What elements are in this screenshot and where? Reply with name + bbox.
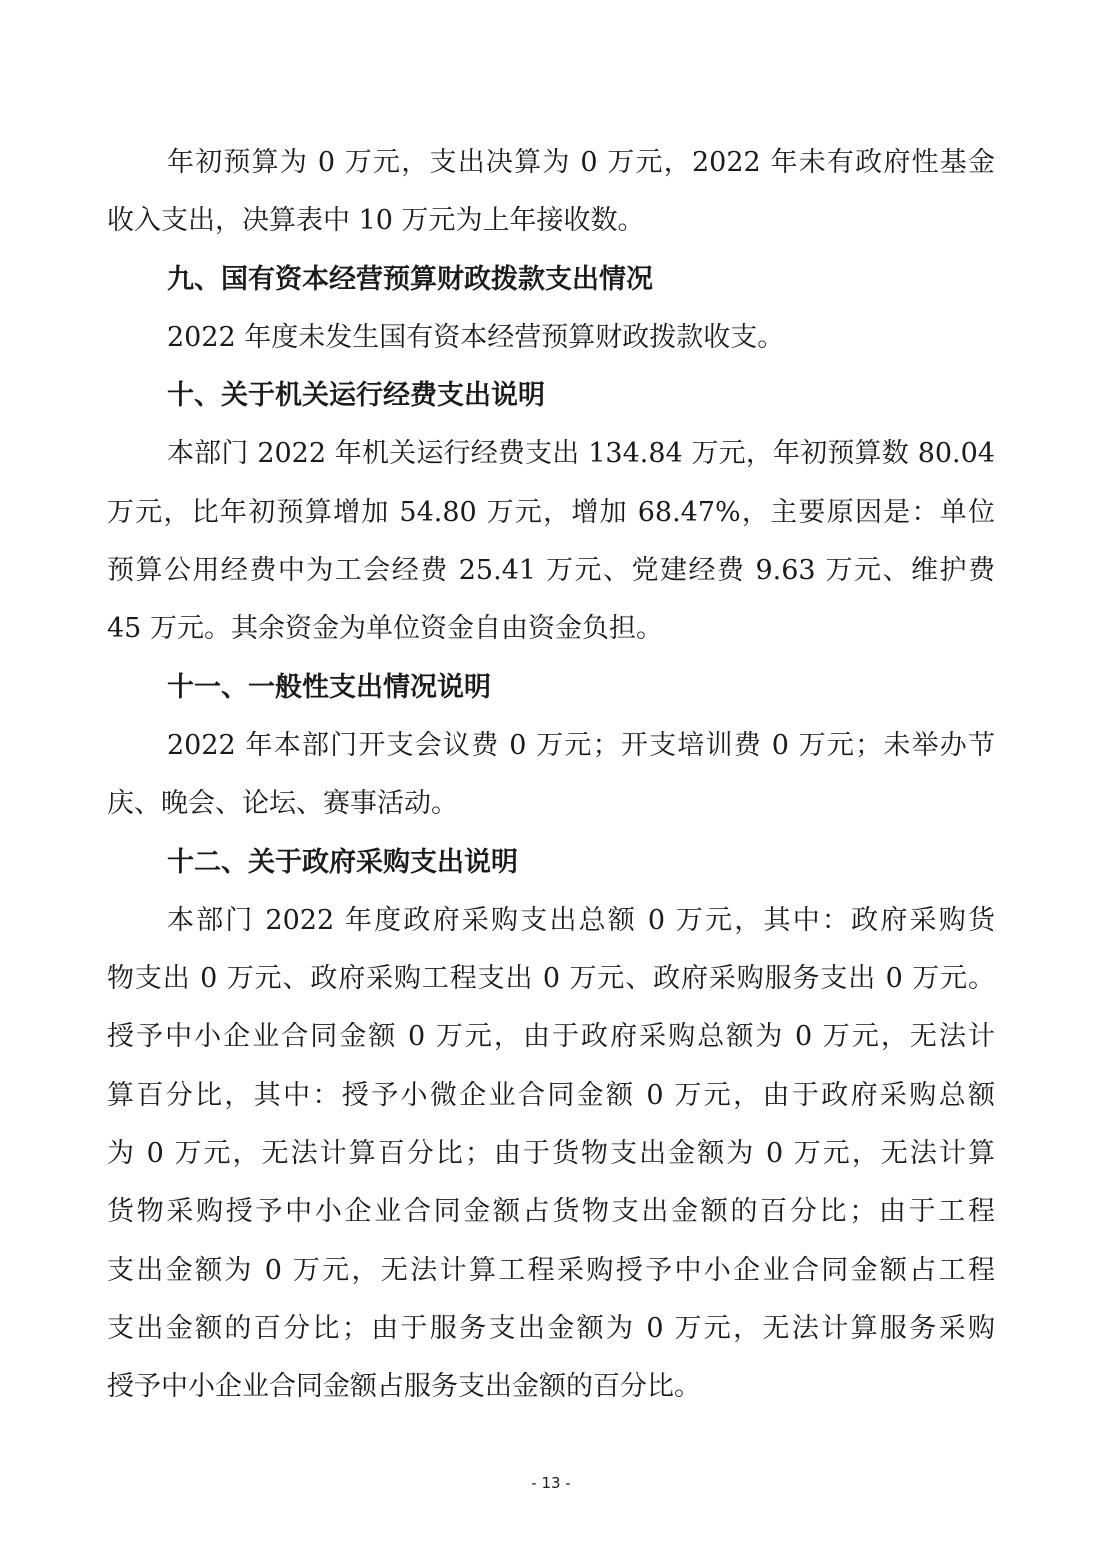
paragraph-line: 支出金额为 0 万元，无法计算工程采购授予中小企业合同金额占工程 — [107, 1254, 995, 1286]
paragraph-line: 2022 年度未发生国有资本经营预算财政拨款收支。 — [167, 321, 785, 353]
section-heading-9: 九、国有资本经营预算财政拨款支出情况 — [167, 263, 653, 295]
section-heading-12: 十二、关于政府采购支出说明 — [167, 846, 518, 878]
paragraph-line: 授予中小企业合同金额 0 万元，由于政府采购总额为 0 万元，无法计 — [107, 1021, 995, 1053]
paragraph-line: 算百分比，其中：授予小微企业合同金额 0 万元，由于政府采购总额 — [107, 1079, 995, 1111]
paragraph-line: 2022 年本部门开支会议费 0 万元；开支培训费 0 万元；未举办节 — [167, 729, 995, 761]
paragraph-line: 货物采购授予中小企业合同金额占货物支出金额的百分比；由于工程 — [107, 1196, 995, 1228]
paragraph-line: 年初预算为 0 万元，支出决算为 0 万元，2022 年未有政府性基金 — [167, 147, 995, 178]
paragraph-line: 预算公用经费中为工会经费 25.41 万元、党建经费 9.63 万元、维护费 — [107, 555, 995, 587]
section-heading-11: 十一、一般性支出情况说明 — [167, 671, 491, 703]
section-heading-10: 十、关于机关运行经费支出说明 — [167, 380, 545, 412]
paragraph-line: 为 0 万元，无法计算百分比；由于货物支出金额为 0 万元，无法计算 — [107, 1138, 995, 1170]
paragraph-line: 支出金额的百分比；由于服务支出金额为 0 万元，无法计算服务采购 — [107, 1312, 995, 1344]
paragraph-line: 授予中小企业合同金额占服务支出金额的百分比。 — [107, 1371, 701, 1403]
paragraph-line: 本部门 2022 年机关运行经费支出 134.84 万元，年初预算数 80.04 — [167, 438, 995, 470]
page-number: - 13 - — [531, 1474, 571, 1492]
paragraph-line: 本部门 2022 年度政府采购支出总额 0 万元，其中：政府采购货 — [167, 904, 995, 936]
paragraph-line: 45 万元。其余资金为单位资金自由资金负担。 — [107, 613, 663, 645]
document-body — [107, 134, 995, 1417]
paragraph-line: 收入支出，决算表中 10 万元为上年接收数。 — [107, 205, 645, 237]
paragraph-line: 庆、晚会、论坛、赛事活动。 — [107, 788, 458, 820]
paragraph-line: 物支出 0 万元、政府采购工程支出 0 万元、政府采购服务支出 0 万元。 — [107, 963, 995, 995]
paragraph-line: 万元，比年初预算增加 54.80 万元，增加 68.47%，主要原因是：单位 — [107, 496, 995, 528]
